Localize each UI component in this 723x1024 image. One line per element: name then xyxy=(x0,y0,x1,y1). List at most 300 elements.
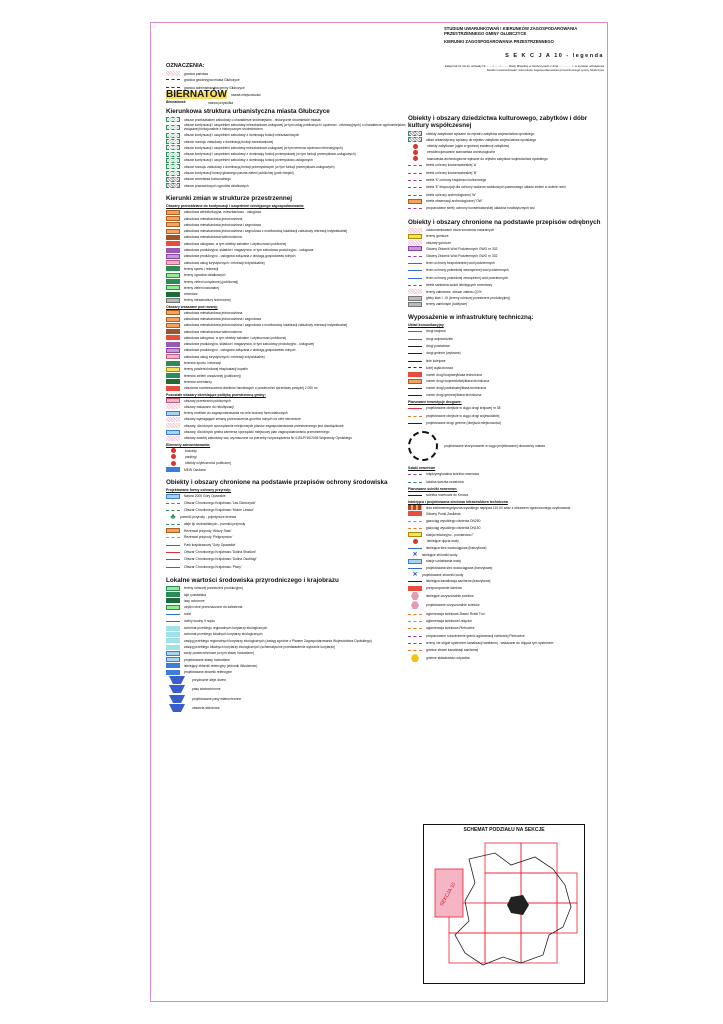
legend-symbol xyxy=(408,263,422,266)
legend-symbol xyxy=(408,331,422,334)
legend-item xyxy=(166,512,411,522)
section-heading: Obiekty i obszary dziedzictwa kulturowego, zabytków i dóbr kultury współczesnej xyxy=(408,115,588,129)
hexagon-icon xyxy=(411,601,419,609)
legend-item xyxy=(166,704,411,712)
dot-icon xyxy=(171,448,176,453)
legend-item xyxy=(166,645,411,650)
legend-item xyxy=(166,695,411,703)
legend-symbol xyxy=(166,645,180,650)
legend-symbol xyxy=(166,177,180,182)
legend-label: zabudowa mieszkaniowa jednorodzinna xyxy=(184,310,243,315)
legend-item xyxy=(408,205,603,211)
legend-symbol xyxy=(166,348,180,353)
legend-item xyxy=(166,467,411,472)
legend-label: teren ochrony pośredniej wewnętrznej wód podziemnych xyxy=(426,268,509,273)
legend-label: zabudowa mieszkaniowa wielorodzinna xyxy=(184,329,242,334)
legend-label: drogi gminne (wybrane) xyxy=(426,351,461,356)
legend-item xyxy=(166,361,411,366)
legend-item xyxy=(166,494,411,499)
legend-item xyxy=(408,431,603,461)
legend-symbol xyxy=(408,246,422,251)
hamlet-name-sample: Biernatówek xyxy=(166,100,186,105)
legend-item xyxy=(408,552,603,557)
legend-label: obszar cmentarza komunalnego xyxy=(184,177,231,182)
legend-symbol xyxy=(166,567,180,570)
legend-label: zabudowa mieszkaniowa jednorodzinna i zagrodowa z możliwością lokalizacji zabudowy rekreacji indywidualnej xyxy=(184,229,348,234)
legend-label: numer drogi wojewódzkiej/klasa techniczna xyxy=(426,379,490,383)
legend-symbol xyxy=(166,605,180,610)
legend-label: zabudowa mieszkaniowa jednorodzinna i zagrodowa xyxy=(184,317,261,321)
legend-item xyxy=(408,302,603,307)
legend-label: tereny powierzchniowej eksploatacji kopalin xyxy=(184,367,248,372)
legend-symbol xyxy=(408,228,422,233)
legend-symbol xyxy=(408,474,422,477)
legend-item xyxy=(166,657,411,662)
legend-symbol xyxy=(408,285,422,288)
legend-item xyxy=(408,586,603,591)
legend-item xyxy=(166,354,411,359)
legend-label: tereny zieleni naturalnej xyxy=(184,285,219,290)
section-heading: Obiekty i obszary chronione na podstawie przepisów odrębnych xyxy=(408,218,601,226)
legend-symbol xyxy=(408,379,422,384)
legend-item xyxy=(166,266,411,271)
legend-symbol xyxy=(166,260,180,265)
legend-item xyxy=(408,611,603,617)
legend-label: zasięg przebiegu regionalnych korytarzy ekologicznych (zasięg zgodnie z Planem Zagospodarowania Województwa Opolskiego) xyxy=(184,638,372,643)
legend-symbol xyxy=(408,361,422,364)
dot-icon xyxy=(413,156,418,161)
legend-label: terenów sportu i rekreacji xyxy=(184,361,221,366)
legend-label: międzyregionalna ścieżka rowerowa xyxy=(426,472,479,477)
legend-label: granice zlewni kanalizacji sanitarnej xyxy=(426,648,479,653)
hexagon-icon xyxy=(411,654,419,662)
legend-item xyxy=(408,365,603,371)
legend-label: gleby klas I - III (tereny rolniczej przestrzeni produkcyjnej) xyxy=(426,296,510,301)
legend-symbol xyxy=(408,650,422,653)
legend-item xyxy=(166,177,411,182)
legend-symbol xyxy=(166,152,180,157)
legend-symbol xyxy=(166,158,180,163)
legend-label: otwarcia widokowe xyxy=(192,705,220,710)
legend-label: doliny wodny II rzędu xyxy=(184,619,215,624)
legend-label: istniejące oczyszczalnie ścieków xyxy=(426,594,474,599)
legend-symbol xyxy=(408,416,422,419)
legend-item xyxy=(408,654,603,662)
legend-symbol xyxy=(408,199,422,204)
legend-symbol xyxy=(408,278,422,281)
legend-label: granica państwa xyxy=(184,71,209,76)
legend-label: projektowane oczyszczalnie ścieków xyxy=(426,603,480,608)
legend-item xyxy=(166,139,411,144)
legend-label: projektowane zbiorniki wody xyxy=(422,572,464,577)
cross-icon: ✕ xyxy=(412,571,418,578)
legend-item xyxy=(166,411,411,416)
legend-item xyxy=(166,171,411,176)
legend-symbol xyxy=(166,586,180,591)
legend-label: Główny Zbiornik Wód Podziemnych GWO nr 332 xyxy=(426,253,498,258)
legend-symbol xyxy=(408,482,422,485)
legend-item xyxy=(166,542,411,548)
legend-item xyxy=(166,152,411,157)
legend-symbol xyxy=(166,317,180,322)
legend-label: cmentarz xyxy=(184,292,198,297)
legend-symbol xyxy=(408,270,422,273)
legend-item xyxy=(166,335,411,340)
legend-symbol xyxy=(166,71,180,76)
legend-label: strefa ochrony archeologicznej 'W' xyxy=(426,192,477,197)
legend-item xyxy=(166,534,411,540)
legend-symbol xyxy=(166,354,180,359)
legend-label: nazwa miejscowości xyxy=(230,93,261,98)
legend-symbol xyxy=(166,552,180,555)
legend-item xyxy=(166,210,411,215)
legend-label: projektowane obejście w ciągu drogi wojewódzkiej xyxy=(426,413,500,418)
legend-item xyxy=(408,267,603,273)
section-heading: Kierunkowa struktura urbanistyczna miasta Głubczyce xyxy=(166,108,330,116)
section-heading: Obiekty i obszary chronione na podstawie przepisów ochrony środowiska xyxy=(166,479,388,487)
legend-item xyxy=(408,260,603,266)
legend-label: kolej wąskotorowa xyxy=(426,365,453,370)
legend-symbol xyxy=(166,373,180,378)
legend-symbol xyxy=(166,404,180,409)
legend-symbol xyxy=(166,335,180,340)
legend-symbol xyxy=(166,133,180,138)
legend-item xyxy=(166,638,411,643)
legend-item xyxy=(408,618,603,624)
legend-symbol xyxy=(408,581,422,584)
legend-symbol xyxy=(408,289,422,294)
legend-label: zabudowa usługowa, w tym obiekty sakralne i użyteczności publicznej xyxy=(184,241,287,246)
legend-item xyxy=(408,246,603,251)
legend-item xyxy=(166,417,411,422)
section-cell xyxy=(557,873,577,903)
subsection-heading: Obszary wskazane pod rozwój: xyxy=(166,304,218,309)
legend-item xyxy=(408,282,603,288)
legend-symbol xyxy=(408,621,422,624)
legend-symbol xyxy=(408,302,422,307)
subsection-heading: Planowane ścieżki rowerowe: xyxy=(408,486,458,491)
legend-item xyxy=(166,298,411,303)
legend-symbol xyxy=(166,164,180,169)
legend-item xyxy=(408,177,603,183)
legend-label: zabudowa produkcyjna, składów i magazynów, w tym zabudowy produkcyjno - usługowej xyxy=(184,342,314,347)
legend-item xyxy=(166,461,411,466)
legend-label: tereny infrastruktury technicznej xyxy=(184,298,231,303)
triangle-icon xyxy=(169,685,185,693)
legend-item xyxy=(408,192,603,198)
legend-item xyxy=(166,448,411,453)
legend-item xyxy=(166,117,411,122)
legend-label: wody powierzchniowe (w tym stawy hodowlane) xyxy=(184,651,254,656)
legend-symbol xyxy=(408,195,422,198)
legend-item xyxy=(408,525,603,531)
legend-label: gazociąg wysokiego ciśnienia DN150 xyxy=(426,526,481,531)
legend-label: strefa obserwacji archeologicznej 'OW' xyxy=(426,199,483,204)
legend-symbol xyxy=(166,329,180,334)
legend-symbol xyxy=(166,367,180,372)
legend-label: obszar kontynuacji i uzupełnień zabudowy z dominacją funkcji mieszkaniowych xyxy=(184,133,300,138)
legend-item xyxy=(408,137,603,142)
legend-label: tereny nie objęte systemem kanalizacji sanitarnej - wskazane do objęcia tym systemem xyxy=(426,640,554,645)
legend-symbol xyxy=(166,145,180,150)
legend-symbol xyxy=(166,254,180,259)
legend-label: obszary górnicze xyxy=(426,240,451,245)
legend-symbol xyxy=(408,256,422,259)
legend-item xyxy=(408,518,603,524)
subsection-heading: Szlaki rowerowe xyxy=(408,465,436,470)
legend-symbol xyxy=(408,423,422,426)
legend-label: istniejący zbiornik retencyjny (zbiornik Włodzienin) xyxy=(184,663,258,668)
legend-label: obszar przekształceń zabudowy o charakterze śródmiejskim - historyczne śródmieście miasta xyxy=(184,117,321,122)
legend-item xyxy=(166,685,411,693)
legend-label: strefa sanitarna wokół istniejących cmentarzy xyxy=(426,282,493,287)
legend-label: użytki rolne przeznaczone do zalesienia xyxy=(184,605,243,610)
legend-symbol xyxy=(166,614,180,617)
legend-label: obszar kontynuacji i uzupełnień zabudowy z dominacją funkcji przemysłowej (w tym funkcji przemysłowo-usługowych) xyxy=(184,152,356,157)
legend-symbol xyxy=(166,171,180,176)
legend-item xyxy=(408,601,603,609)
legend-item xyxy=(166,404,411,409)
legend-item xyxy=(166,222,411,227)
legend-symbol xyxy=(166,632,180,637)
legend-item xyxy=(166,454,411,459)
legend-label: projektowane stawy hodowlane xyxy=(184,657,230,662)
legend-item xyxy=(408,505,603,510)
legend-symbol xyxy=(166,310,180,315)
legend-item xyxy=(408,150,603,155)
legend-item xyxy=(166,183,411,188)
legend-label: tereny zieleni urządzonej (publicznej) xyxy=(184,279,239,284)
legend-label: strefa ochrony konserwatorskiej 'A' xyxy=(426,163,477,168)
legend-label: zabudowa usługowa, w tym obiekty sakralne i użyteczności publicznej xyxy=(184,335,287,340)
legend-label: istniejąca kanalizacja sanitarna (tranzytowa) xyxy=(426,579,491,584)
legend-item xyxy=(166,556,411,562)
section-heading: Lokalne wartości środowiska przyrodniczego i krajobrazu xyxy=(166,576,339,584)
legend-item xyxy=(166,273,411,278)
annex-note: Załącznik Nr 2A do uchwały Nr ......../......./......... Rady Miejskiej w Głubczycach z dnia ............... r. w sprawie uchwalenia Studium uwarunkowań i kierunków zagospodarowania przestrzennego gminy Głubczyce xyxy=(444,64,604,72)
legend-label: stanowiska archeologiczne wpisane do rejestru zabytków województwa opolskiego xyxy=(427,156,548,161)
legend-label: obszary, dla których gmina zamierza sporządzić miejscowy plan zagospodarowania przestrzennego xyxy=(184,430,330,435)
legend-label: lasy ochronne xyxy=(184,598,205,603)
legend-symbol xyxy=(166,411,180,416)
section-grid xyxy=(425,839,583,979)
legend-symbol xyxy=(166,229,180,234)
legend-symbol xyxy=(166,266,180,271)
legend-symbol xyxy=(408,559,422,564)
legend-item xyxy=(408,289,603,294)
legend-item xyxy=(166,521,411,527)
legend-symbol xyxy=(166,89,227,101)
legend-symbol xyxy=(166,524,180,527)
legend-label: gazociąg wysokiego ciśnienia DN250 xyxy=(426,518,481,523)
legend-label: aglomeracja ściekowa Lisięcice xyxy=(426,618,472,623)
legend-label: granica geodezyjna miasta Głubczyce xyxy=(184,78,240,83)
legend-label: przepompownie ścieków xyxy=(426,586,462,591)
legend-item xyxy=(408,565,603,571)
legend-label: Obszar Chronionego Krajobrazu 'Dolina Osobłogi' xyxy=(184,557,257,562)
legend-item xyxy=(408,572,603,577)
legend-label: układ urbanistyczny wpisany do rejestru zabytków województwa opolskiego xyxy=(426,137,537,142)
legend-label: drogi powiatowe xyxy=(426,344,450,349)
legend-symbol xyxy=(166,528,180,533)
subsection-heading: Planowane inwestycje drogowe: xyxy=(408,400,462,405)
legend-label: stacja redukcyjno - pomiarowa I° xyxy=(426,532,474,537)
legend-item xyxy=(166,379,411,384)
legend-label: obiekty użyteczności publicznej xyxy=(185,461,231,466)
legend-symbol xyxy=(408,395,422,398)
legend-symbol xyxy=(166,298,180,303)
section-heading: Wyposażenie w infrastrukturę techniczną: xyxy=(408,314,534,322)
town-glubczyce xyxy=(507,895,529,915)
legend-item xyxy=(408,234,603,239)
legend-item xyxy=(408,420,603,426)
legend-item xyxy=(166,71,411,76)
legend-label: gminne składowisko odpadów xyxy=(426,656,470,661)
legend-label: drogi wojewódzkie xyxy=(426,336,453,341)
subsection-heading: Pozostałe obszary określające politykę przestrzenną gminy: xyxy=(166,392,266,397)
legend-item xyxy=(166,285,411,290)
legend-symbol xyxy=(166,621,180,624)
legend-symbol xyxy=(408,367,422,371)
legend-label: terenów cmentarzy xyxy=(184,379,212,384)
legend-label: zabudowa mieszkaniowa jednorodzinna xyxy=(184,216,243,221)
legend-right-column xyxy=(408,112,603,667)
legend-symbol xyxy=(166,117,180,122)
legend-symbol xyxy=(166,545,180,548)
legend-label: zabudowa mieszkaniowa jednorodzinna i zagrodowa z możliwością lokalizacji zabudowy rekreacji indywidualnej xyxy=(184,323,348,328)
legend-label: obszary wymagające zmiany przeznaczenia gruntów rolnych na cele nierolnicze xyxy=(184,417,301,422)
legend-label: teren ochrony pośredniej zewnętrznej wód podziemnych xyxy=(426,275,509,280)
legend-item xyxy=(408,131,603,136)
legend-label: Główny Punkt Zasilania xyxy=(426,511,461,516)
legend-item xyxy=(166,618,411,624)
legend-item xyxy=(408,144,603,149)
legend-symbol xyxy=(166,670,180,675)
legend-symbol xyxy=(166,222,180,227)
legend-symbol xyxy=(166,467,180,472)
legend-label: lokalna ścieżka rowerowa xyxy=(426,479,464,484)
legend-label: tereny zamknięte (kolejowe) xyxy=(426,302,468,307)
legend-symbol xyxy=(166,598,180,603)
legend-label: Obszar Chronionego Krajobrazu 'Dolina Straduni' xyxy=(184,550,256,554)
legend-label: obszar rozwoju zabudowy z dominacją funkcji przemysłowych (w tym funkcji przemysłowo-usługowych) xyxy=(184,164,335,169)
legend-symbol xyxy=(408,521,422,524)
subsection-heading: Elementy zainwestowania: xyxy=(166,442,211,447)
study-title: STUDIUM UWARUNKOWAŃ I KIERUNKÓW ZAGOSPODAROWANIA PRZESTRZENNEGO GMINY GŁUBCZYCE xyxy=(444,26,578,36)
legend-item xyxy=(166,605,411,610)
legend-item xyxy=(166,549,411,555)
legend-symbol xyxy=(166,248,180,253)
legend-label: strefa 'E' ekspozycji dla ochrony walorów widokowych pasmowego układu zieleni w dolinie rzeki xyxy=(426,185,566,190)
legend-item xyxy=(166,348,411,353)
legend-symbol xyxy=(166,651,180,656)
legend-item xyxy=(408,336,603,342)
legend-symbol xyxy=(166,235,180,240)
legend-item xyxy=(166,133,411,138)
legend-item xyxy=(408,539,603,544)
legend-label: numer drogi krajowej/klasa techniczna xyxy=(426,372,482,377)
legend-item xyxy=(408,647,603,653)
legend-label: Obszar Chronionego Krajobrazu 'Mokre Lewice' xyxy=(184,508,254,513)
legend-symbol xyxy=(408,511,422,516)
legend-item xyxy=(408,372,603,377)
legend-symbol xyxy=(408,240,422,245)
legend-symbol xyxy=(166,125,180,130)
title-block xyxy=(444,26,604,72)
legend-item xyxy=(166,235,411,240)
legend-label: schemat przebiegu regionalnych korytarzy ekologicznych xyxy=(184,626,268,631)
subsection-heading: Istniejąca i projektowana sieciowa infrastruktura techniczna xyxy=(408,499,508,504)
legend-label: obszar kontynuacji funkcji głównego pasma zieleni publicznej (park miejski) xyxy=(184,171,294,176)
legend-item xyxy=(166,367,411,372)
legend-item xyxy=(408,170,603,176)
legend-label: tereny górnicze xyxy=(426,234,449,239)
legend-label: zewidencjonowane stanowiska archeologiczne xyxy=(427,150,496,155)
legend-item xyxy=(408,156,603,161)
legend-label: kościoły xyxy=(185,448,197,453)
legend-item xyxy=(166,158,411,163)
legend-item xyxy=(166,145,411,150)
legend-symbol xyxy=(408,628,422,631)
legend-item xyxy=(408,275,603,281)
legend-item xyxy=(408,405,603,411)
legend-symbol xyxy=(408,131,422,136)
legend-item xyxy=(166,663,411,668)
legend-item xyxy=(166,632,411,637)
legend-item xyxy=(166,292,411,297)
legend-item xyxy=(166,373,411,378)
legend-symbol xyxy=(166,537,180,540)
legend-item xyxy=(166,342,411,347)
legend-label: tereny możliwe do zagospodarowania na cele budowy farm wiatrowych xyxy=(184,411,288,416)
legend-label: stacje uzdatniania wody xyxy=(426,559,462,564)
legend-label: obszar kontynuacji i uzupełnień zabudowy mieszkaniowo-usługowej (w tym terenów sportowo rekreacyjnych) xyxy=(184,145,343,150)
legend-item xyxy=(408,578,603,584)
triangle-icon xyxy=(169,695,185,703)
legend-symbol xyxy=(166,241,180,246)
legend-item xyxy=(166,216,411,221)
legend-symbol xyxy=(166,657,180,662)
legend-item xyxy=(408,559,603,564)
legend-label: aglomeracja ściekowa Zławni Rzeki Troi xyxy=(426,611,485,616)
legend-symbol xyxy=(408,614,422,617)
legend-item xyxy=(408,228,603,233)
legend-item xyxy=(166,651,411,656)
legend-label: zabudowa usług turystycznych i rekreacji indywidualnej xyxy=(184,354,265,359)
legend-label: zabudowa usług turystycznych i rekreacji indywidualnej xyxy=(184,260,265,265)
legend-symbol xyxy=(408,180,422,183)
legend-item xyxy=(408,199,603,204)
legend-item xyxy=(166,528,411,533)
legend-symbol xyxy=(408,173,422,176)
legend-symbol xyxy=(166,379,180,384)
legend-item xyxy=(166,248,411,253)
legend-item xyxy=(166,329,411,334)
legend-label: obiekty zabytkowe wpisane do rejestru zabytków województwa opolskiego xyxy=(426,131,535,136)
subsection-heading: Obszary przewidziane do kontynuacji i uzupełnień istniejącego zagospodarowania: xyxy=(166,204,305,209)
legend-label: zabudowa produkcyjno - usługowa związana z obsługą gospodarstw rolnych xyxy=(184,254,296,259)
legend-symbol xyxy=(166,210,180,215)
dot-icon xyxy=(413,539,418,544)
legend-symbol xyxy=(166,361,180,366)
legend-item xyxy=(166,323,411,328)
legend-label: istniejące ujęcia wody xyxy=(427,539,459,544)
legend-item xyxy=(408,545,603,551)
legend-label: Park krajobrazowy 'Góry Opawskie' xyxy=(184,542,236,547)
legend-label: Główny Zbiornik Wód Podziemnych GWO nr 332 xyxy=(426,246,498,251)
legend-label: zabudowa mieszkaniowa jednorodzinna i zagrodowa xyxy=(184,222,261,227)
section-cell xyxy=(521,873,557,903)
